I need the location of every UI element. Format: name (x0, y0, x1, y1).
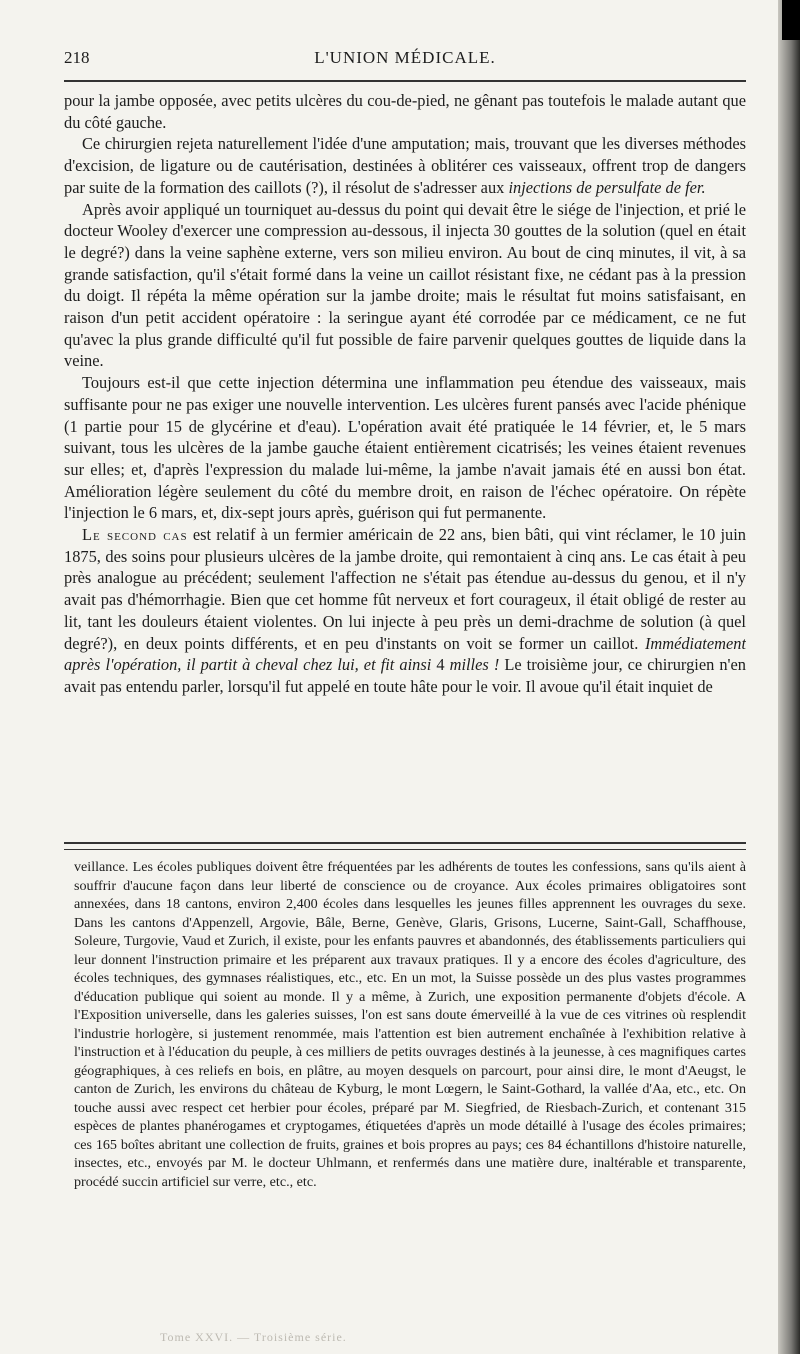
paragraph: Ce chirurgien rejeta naturellement l'idée d'une amputation; mais, trouvant que les diverses méthodes d'excision, de ligature ou de cautérisation, destinées à oblitérer ces vaisseaux, offrent trop de dangers par suite de la formation des caillots (?), il résolut de s'adresser aux injections de persulfate de fer. (64, 134, 746, 197)
paragraph: pour la jambe opposée, avec petits ulcères du cou-de-pied, ne gênant pas toutefois le malade autant que du côté gauche. (64, 91, 746, 132)
page-number: 218 (64, 48, 90, 67)
footnote-rule (64, 842, 746, 844)
italic-phrase: Immédiatement après l'opération, il partit à cheval chez lui, et fit ainsi (64, 633, 746, 675)
case-heading: Le second cas (82, 525, 188, 545)
italic-phrase: injections de persulfate de fer. (508, 177, 706, 197)
header-rule (64, 80, 746, 82)
article-body (64, 90, 746, 838)
italic-phrase: milles ! (449, 655, 500, 675)
paragraph: Toujours est-il que cette injection détermina une inflammation peu étendue des vaisseaux, mais suffisante pour ne pas exiger une nouvelle intervention. Les ulcères furent pansés avec l'acide phénique (1 partie pour 15 de glycérine et d'eau). L'opération avait été pratiquée le 14 février, et, le 5 mars suivant, tous les ulcères de la jambe gauche étaient entièrement cicatrisés; les veines étaient revenues sur elles; et, d'après l'expression du malade lui-même, la jambe n'avait jamais été en aussi bon état. Amélioration légère seulement du côté du membre droit, en raison de l'échec opératoire. On répète l'injection le 6 mars, et, dix-sept jours après, guérison qui fut permanente. (64, 373, 746, 523)
footnote (74, 858, 746, 1302)
bleed-through-text: Tome XXVI. — Troisième série. (160, 1330, 347, 1344)
binding-corner (782, 0, 800, 40)
footnote-text: veillance. Les écoles publiques doivent être fréquentées par les adhérents de toutes les confessions, sans qu'ils aient à souffrir d'aucune façon dans leur liberté de conscience ou de croyance. Aux écoles primaires obligatoires sont annexées, dans 18 cantons, environ 2,400 écoles dans lesquelles les jeunes filles apprennent les ouvrages du sexe. Dans les cantons d'Appenzell, Argovie, Bâle, Berne, Genève, Glaris, Grisons, Lucerne, Saint-Gall, Schaffhouse, Soleure, Turgovie, Vaud et Zurich, il existe, pour les enfants pauvres et abandonnés, des établissements particuliers qui leur donnent l'instruction primaire et les préparent aux travaux pratiques. Il y a encore des écoles d'agriculture, des écoles techniques, des gymnases réalistiques, etc., etc. En un mot, la Suisse possède un des plus vastes programmes d'éducation publique qui soient au monde. Il y a même, à Zurich, une exposition permanente d'objets d'école. A l'Exposition universelle, dans les galeries suisses, l'on est sans doute émerveillé à la vue de ces vitrines où resplendit l'industrie horlogère, si justement renommée, mais l'attention est bien autrement enchaînée à l'exhibition relative à l'instruction et à l'éducation du peuple, à ces milliers de petits ouvrages destinés à la jeunesse, à ces magnifiques cartes géographiques, à ces reliefs en bois, en plâtre, au moyen desquels on parcourt, pour ainsi dire, le mont d'Aeugst, le canton de Zurich, les environs du château de Kyburg, le mont Lœgern, le Saint-Gothard, la vallée d'Aa, etc., etc. On touche aussi avec respect cet herbier pour écoles, préparé par M. Siegfried, de Riesbach-Zurich, et contenant 315 espèces de plantes phanérogames et cryptogames, étiquetées d'après un mode détaillé à l'usage des écoles primaires; ces 165 boîtes abritant une collection de fruits, graines et bois propres au pays; ces 84 échantillons d'histoire naturelle, insectes, etc., envoyés par M. le docteur Uhlmann, et renfermés dans une matière dure, inaltérable et transparente, procédé succin artificiel sur verre, etc., etc. (74, 859, 746, 1190)
page-header (64, 48, 746, 74)
page-edge-shadow (778, 0, 800, 1354)
running-title: L'UNION MÉDICALE. (314, 48, 496, 67)
paragraph: Le second cas est relatif à un fermier américain de 22 ans, bien bâti, qui vint réclamer, le 10 juin 1875, des soins pour plusieurs ulcères de la jambe droite, qui remontaient à cinq ans. Le cas était à peu près analogue au précédent; seulement l'affection ne s'était pas étendue au-dessus du genou, et il n'y avait pas d'hémorrhagie. Bien que cet homme fût nerveux et fort courageux, il était obligé de rester au lit, tant les douleurs étaient violentes. On lui injecte à peu près un demi-drachme de solution (à quel degré?), en deux points différents, et en peu d'instants on voit se former un caillot. Immédiatement après l'opération, il partit à cheval chez lui, et fit ainsi 4 milles ! Le troisième jour, ce chirurgien n'en avait pas entendu parler, lorsqu'il fut appelé en toute hâte pour le voir. Il avoue qu'il était inquiet de (64, 525, 746, 696)
footnote-rule-thin (64, 849, 746, 850)
paragraph: Après avoir appliqué un tourniquet au-dessus du point qui devait être le siége de l'injection, et prié le docteur Wooley d'exercer une compression au-dessous, il injecta 30 gouttes de la solution (quel en était le degré?) dans la veine saphène externe, vers son milieu environ. Au bout de cinq minutes, il vit, à sa grande satisfaction, qu'il s'était formé dans la veine un caillot résistant fixe, ne cédant pas à la pression du doigt. Il répéta la même opération sur la jambe droite; mais le résultat fut moins satisfaisant, en raison d'un petit accident opératoire : la seringue ayant été corrodée par ce médicament, ce ne fut qu'avec la plus grande difficulté qu'il fut possible de faire parvenir quelques gouttes de liquide dans la veine. (64, 199, 746, 371)
